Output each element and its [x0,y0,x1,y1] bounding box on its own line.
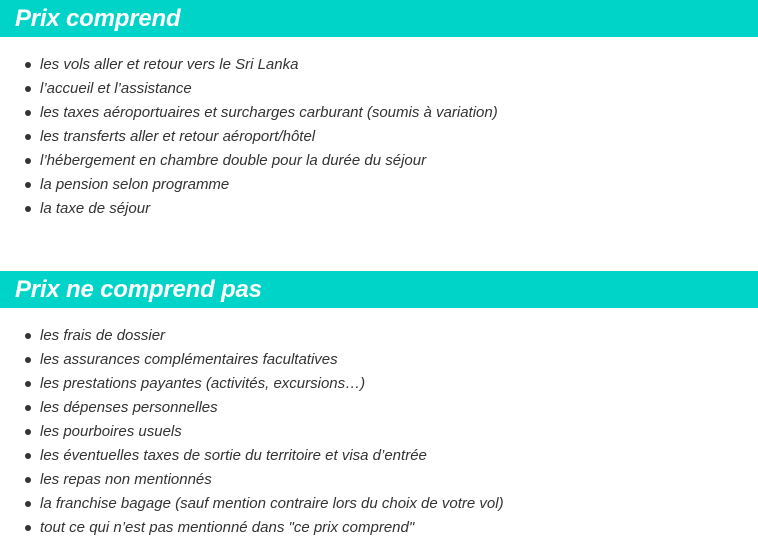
list-item [0,197,498,221]
list-item [0,468,504,492]
list-item-text: la franchise bagage (sauf mention contraire lors du choix de votre vol) [40,495,504,512]
list-item [0,53,498,77]
list-item-text: les taxes aéroportuaires et surcharges carburant (soumis à variation) [40,104,498,121]
list-item-text: les pourboires usuels [40,423,182,440]
bullet-icon [25,86,31,92]
list-item-text: la pension selon programme [40,176,230,193]
section-header-excluded [0,271,758,308]
bullet-icon [25,357,31,363]
bullet-icon [25,429,31,435]
section-header-included [0,0,758,37]
list-item [0,372,504,396]
bullet-icon [25,62,31,68]
list-item [0,324,504,348]
excluded-list [0,324,504,540]
list-item-text: les dépenses personnelles [40,399,218,416]
list-item [0,173,498,197]
list-item-text: tout ce qui n’est pas mentionné dans "ce prix comprend" [40,519,415,536]
list-item [0,77,498,101]
list-item [0,149,498,173]
list-item [0,348,504,372]
list-item-text: les assurances complémentaires facultatives [40,351,338,368]
list-item-text: les vols aller et retour vers le Sri Lanka [40,56,299,73]
list-item-text: l’accueil et l’assistance [40,80,192,97]
bullet-icon [25,477,31,483]
bullet-icon [25,182,31,188]
bullet-icon [25,381,31,387]
bullet-icon [25,110,31,116]
list-item-text: les prestations payantes (activités, excursions…) [40,375,366,392]
section-title-excluded: Prix ne comprend pas [15,276,262,303]
bullet-icon [25,501,31,507]
included-list [0,53,498,221]
list-item-text: les éventuelles taxes de sortie du territoire et visa d’entrée [40,447,427,464]
list-item [0,420,504,444]
list-item [0,444,504,468]
list-item-text: les repas non mentionnés [40,471,212,488]
list-item [0,492,504,516]
bullet-icon [25,158,31,164]
bullet-icon [25,453,31,459]
bullet-icon [25,525,31,531]
bullet-icon [25,206,31,212]
list-item [0,101,498,125]
list-item-text: les transferts aller et retour aéroport/hôtel [40,128,316,145]
list-item-text: les frais de dossier [40,327,166,344]
list-item-text: l’hébergement en chambre double pour la durée du séjour [40,152,427,169]
list-item-text: la taxe de séjour [40,200,151,217]
bullet-icon [25,134,31,140]
bullet-icon [25,405,31,411]
section-title-included: Prix comprend [15,5,181,32]
list-item [0,125,498,149]
bullet-icon [25,333,31,339]
list-item [0,396,504,420]
list-item [0,516,504,540]
